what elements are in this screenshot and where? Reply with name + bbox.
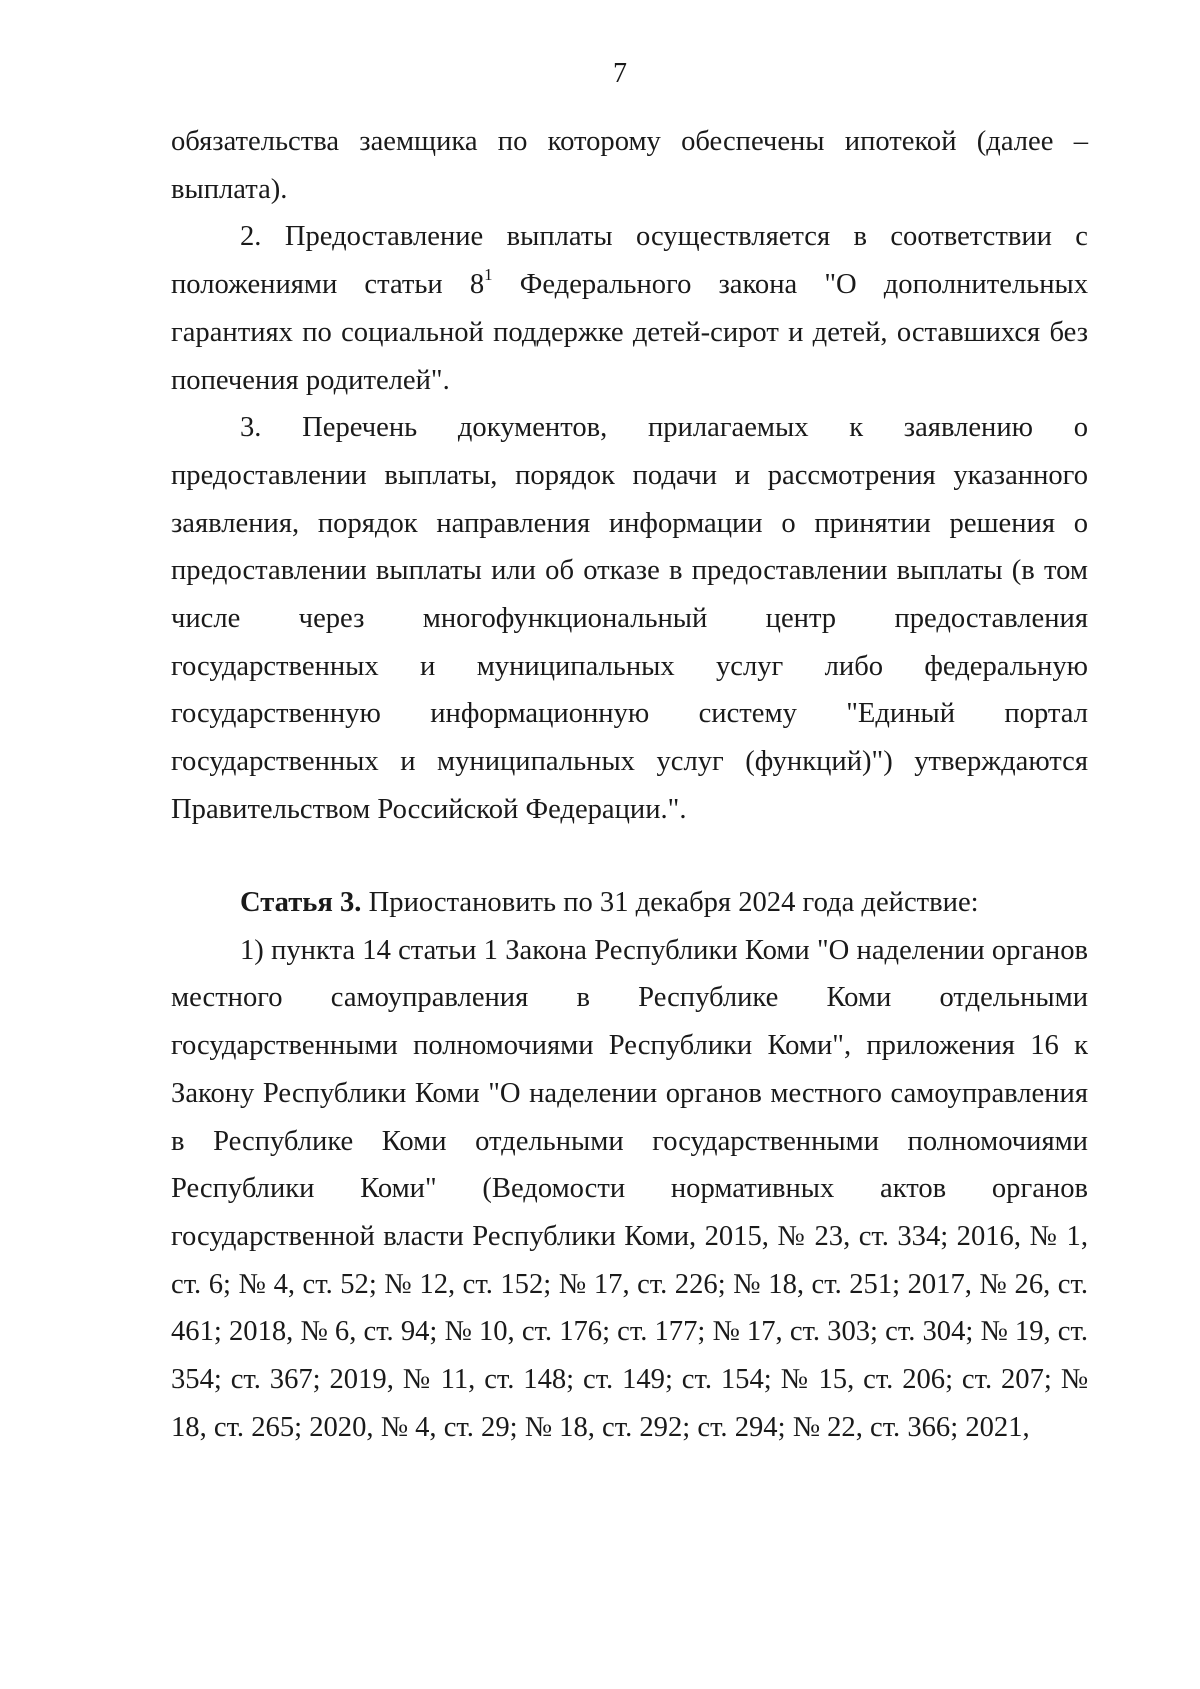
article-3-section (171, 879, 1088, 1451)
article-3-label: Статья 3. (240, 887, 362, 918)
article-3-heading (171, 879, 1088, 927)
page-number: 7 (613, 58, 627, 89)
law-text-continuation (171, 118, 1088, 834)
article-3-intro: Приостановить по 31 декабря 2024 года действие: (361, 887, 979, 918)
paragraph-2-text-end: Федерального закона "О дополнительных гарантиях по социальной поддержке детей-сирот и детей, оставшихся без попечения родителей". (171, 269, 1089, 396)
paragraph-2 (171, 213, 1088, 404)
article-3-item-1: 1) пункта 14 статьи 1 Закона Республики Коми "О наделении органов местного самоуправления в Республике Коми отдельными государственными полномочиями Республики Коми", приложения 16 к Закону Республики Коми "О наделении органов местного самоуправления в Республике Коми отдельными государственными полномочиями Республики Коми" (Ведомости нормативных актов органов государственной власти Республики Коми, 2015, № 23, ст. 334; 2016, № 1, ст. 6; № 4, ст. 52; № 12, ст. 152; № 17, ст. 226; № 18, ст. 251; 2017, № 26, ст. 461; 2018, № 6, ст. 94; № 10, ст. 176; ст. 177; № 17, ст. 303; ст. 304; № 19, ст. 354; ст. 367; 2019, № 11, ст. 148; ст. 149; ст. 154; № 15, ст. 206; ст. 207; № 18, ст. 265; 2020, № 4, ст. 29; № 18, ст. 292; ст. 294; № 22, ст. 366; 2021, (171, 934, 1088, 1443)
paragraph-payment-definition: обязательства заемщика по которому обеспечены ипотекой (далее – выплата). (171, 126, 1088, 205)
paragraph-3: 3. Перечень документов, прилагаемых к заявлению о предоставлении выплаты, порядок подачи и рассмотрения указанного заявления, порядок направления информации о принятии решения о предоставлении выплаты или об отказе в предоставлении выплаты (в том числе через многофункциональный центр предоставления государственных и муниципальных услуг либо федеральную государственную информационную систему "Единый портал государственных и муниципальных услуг (функций)") утверждаются Правительством Российской Федерации.". (171, 412, 1088, 825)
superscript-number: 1 (484, 264, 493, 284)
paragraph-2-text-start: 2. Предоставление выплаты осуществляется в соответствии с положениями статьи 8 (171, 221, 1088, 301)
